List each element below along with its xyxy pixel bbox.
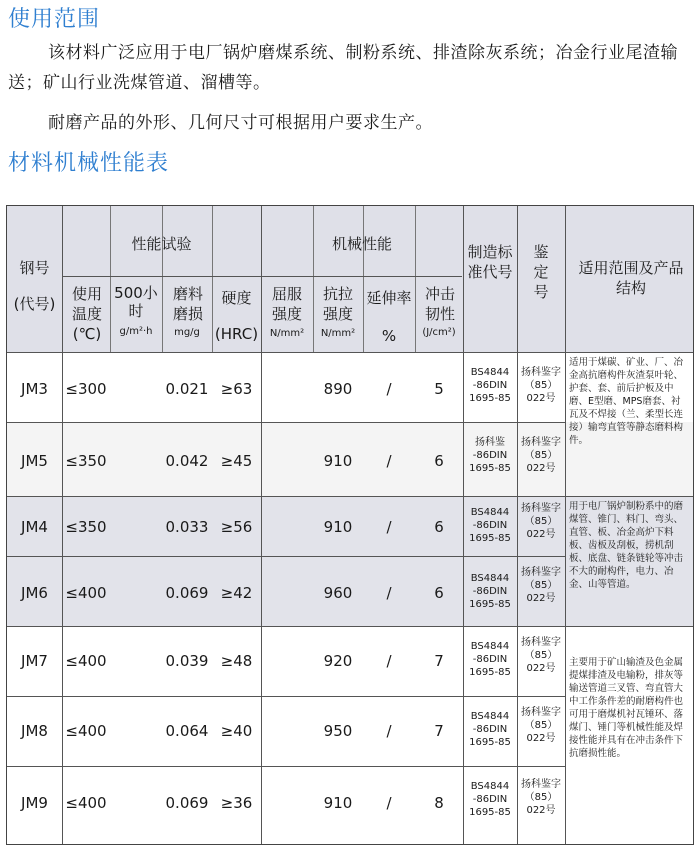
header-scope: 适用范围及产品结构	[578, 259, 684, 297]
cell-tensile: 910	[323, 794, 353, 812]
cell-hardness: ≥40	[220, 722, 253, 740]
cell-grade: JM6	[21, 584, 48, 602]
cell-hardness: ≥63	[220, 380, 253, 398]
cell-impact: 7	[434, 722, 444, 740]
cell-hardness: ≥45	[220, 452, 253, 470]
cell-elongation: /	[386, 518, 392, 536]
scope-paragraph: 该材料广泛应用于电厂锅炉磨煤系统、制粉系统、排渣除灰系统；冶金行业尾渣输送；矿山行业洗煤管道、溜槽等。	[8, 43, 678, 93]
header-wear-unit: mg/g	[174, 327, 200, 338]
cell-temp: ≤350	[65, 452, 107, 470]
scope-text-2: 用于电厂锅炉制粉系中的磨煤管、锥门、料门、弯头、直管、板、冶金高炉下料板、齿板及刮板，捞机刮板、底盘、链条链轮等冲击不大的耐构件，电力、冶金、山等管道。	[569, 501, 684, 590]
row-line	[7, 496, 693, 497]
cell-impact: 6	[434, 452, 444, 470]
cell-cert: 扬科鉴字（85）022号	[521, 779, 561, 816]
header-impact-unit: (J/cm²)	[422, 327, 456, 338]
row-line	[62, 276, 462, 277]
cell-standard: BS4844 -86DIN 1695-85	[469, 573, 511, 610]
cell-elongation: /	[386, 380, 392, 398]
header-hardness: 硬度	[221, 289, 252, 307]
cell-standard: BS4844 -86DIN 1695-85	[469, 507, 511, 544]
cell-impact: 7	[434, 652, 444, 670]
section-title-properties: 材料机械性能表	[8, 151, 170, 176]
custom-production-paragraph: 耐磨产品的外形、几何尺寸可根据用户要求生产。	[48, 113, 433, 133]
cell-grade: JM8	[21, 722, 48, 740]
cell-wear: 0.069	[165, 584, 209, 602]
header-elongation: 延伸率	[366, 289, 412, 307]
cell-standard: BS4844 -86DIN 1695-85	[469, 781, 511, 818]
header-grade: 钢号	[19, 259, 50, 277]
cell-wear: 0.033	[165, 518, 209, 536]
cell-elongation: /	[386, 794, 392, 812]
header-impact: 冲击韧性	[425, 285, 456, 323]
cell-temp: ≤300	[65, 380, 107, 398]
cell-temp: ≤350	[65, 518, 107, 536]
header-cert: 鉴定号	[533, 243, 549, 301]
cell-tensile: 950	[323, 722, 353, 740]
cell-grade: JM3	[21, 380, 48, 398]
cell-elongation: /	[386, 722, 392, 740]
cell-cert: 扬科鉴字（85）022号	[521, 707, 561, 744]
cell-tensile: 920	[323, 652, 353, 670]
col-line	[463, 206, 464, 844]
row-line	[7, 352, 693, 353]
cell-tensile: 910	[323, 518, 353, 536]
cell-temp: ≤400	[65, 652, 107, 670]
mechanical-properties-table	[6, 205, 694, 845]
section-title-scope: 使用范围	[8, 7, 101, 32]
cell-cert: 扬科鉴字（85）022号	[521, 567, 561, 604]
row-line	[7, 696, 565, 697]
cell-tensile: 910	[323, 452, 353, 470]
cell-wear: 0.039	[165, 652, 209, 670]
header-hardness-unit: (HRC)	[214, 325, 259, 343]
cell-temp: ≤400	[65, 794, 107, 812]
cell-standard: BS4844 -86DIN 1695-85	[469, 367, 511, 404]
cell-cert: 扬科鉴字（85）022号	[521, 503, 561, 540]
cell-cert: 扬科鉴字（85）022号	[521, 437, 561, 474]
cell-grade: JM9	[21, 794, 48, 812]
cell-hardness: ≥36	[220, 794, 253, 812]
cell-elongation: /	[386, 652, 392, 670]
cell-standard: BS4844 -86DIN 1695-85	[469, 711, 511, 748]
cell-impact: 6	[434, 584, 444, 602]
header-wear500-unit: g/m²·h	[119, 326, 153, 337]
cell-hardness: ≥42	[220, 584, 253, 602]
cell-grade: JM4	[21, 518, 48, 536]
header-tensile: 抗拉强度	[323, 285, 354, 323]
cell-elongation: /	[386, 452, 392, 470]
cell-impact: 6	[434, 518, 444, 536]
cell-grade: JM5	[21, 452, 48, 470]
cell-temp: ≤400	[65, 722, 107, 740]
cell-wear: 0.021	[165, 380, 209, 398]
header-yield: 屈服强度	[272, 285, 303, 323]
cell-cert: 扬科鉴字（85）022号	[521, 637, 561, 674]
cell-impact: 5	[434, 380, 444, 398]
cell-wear: 0.042	[165, 452, 209, 470]
header-wear500: 500小时	[114, 284, 158, 320]
cell-hardness: ≥48	[220, 652, 253, 670]
cell-impact: 8	[434, 794, 444, 812]
col-line	[565, 206, 566, 844]
header-wear: 磨料磨损	[173, 285, 204, 323]
row-line	[7, 422, 565, 423]
cell-standard: 扬科鉴 -86DIN 1695-85	[469, 437, 511, 474]
row-line	[7, 626, 693, 627]
header-standard: 制造标准代号	[467, 243, 513, 281]
cell-tensile: 960	[323, 584, 353, 602]
cell-tensile: 890	[323, 380, 353, 398]
scope-text-3: 主要用于矿山输渣及色金属提煤排渣及电输粉，排灰等输送管道三叉管、弯直管大中工作条件差的耐磨构件也可用于磨煤机衬瓦锤环、落煤门、锤门等机械性能及焊接性能并具有在冲击条件下抗磨损性能。	[569, 657, 684, 759]
cell-grade: JM7	[21, 652, 48, 670]
cell-hardness: ≥56	[220, 518, 253, 536]
header-temp: 使用温度(℃)	[72, 285, 103, 343]
header-mech-perf: 机械性能	[331, 235, 392, 253]
header-tensile-unit: N/mm²	[320, 328, 356, 339]
cell-cert: 扬科鉴字（85）022号	[521, 367, 561, 404]
row-line	[7, 766, 565, 767]
cell-wear: 0.069	[165, 794, 209, 812]
header-yield-unit: N/mm²	[269, 328, 305, 339]
row-line	[7, 556, 565, 557]
header-perf-test: 性能试验	[131, 235, 192, 253]
header-code: (代号)	[13, 295, 56, 313]
header-elongation-unit: %	[381, 327, 397, 345]
scope-text-1: 适用于煤碳、矿业、厂、冶金高抗磨构件灰渣泵叶轮、护套、套、前后护板及中磨、E型磨、MPS磨套、衬瓦及不焊接（兰、柔型长连接）输弯直管等静态磨料构件。	[569, 357, 684, 446]
cell-wear: 0.064	[165, 722, 209, 740]
cell-temp: ≤400	[65, 584, 107, 602]
cell-standard: BS4844 -86DIN 1695-85	[469, 641, 511, 678]
col-line	[517, 206, 518, 844]
cell-elongation: /	[386, 584, 392, 602]
col-line	[261, 206, 262, 844]
